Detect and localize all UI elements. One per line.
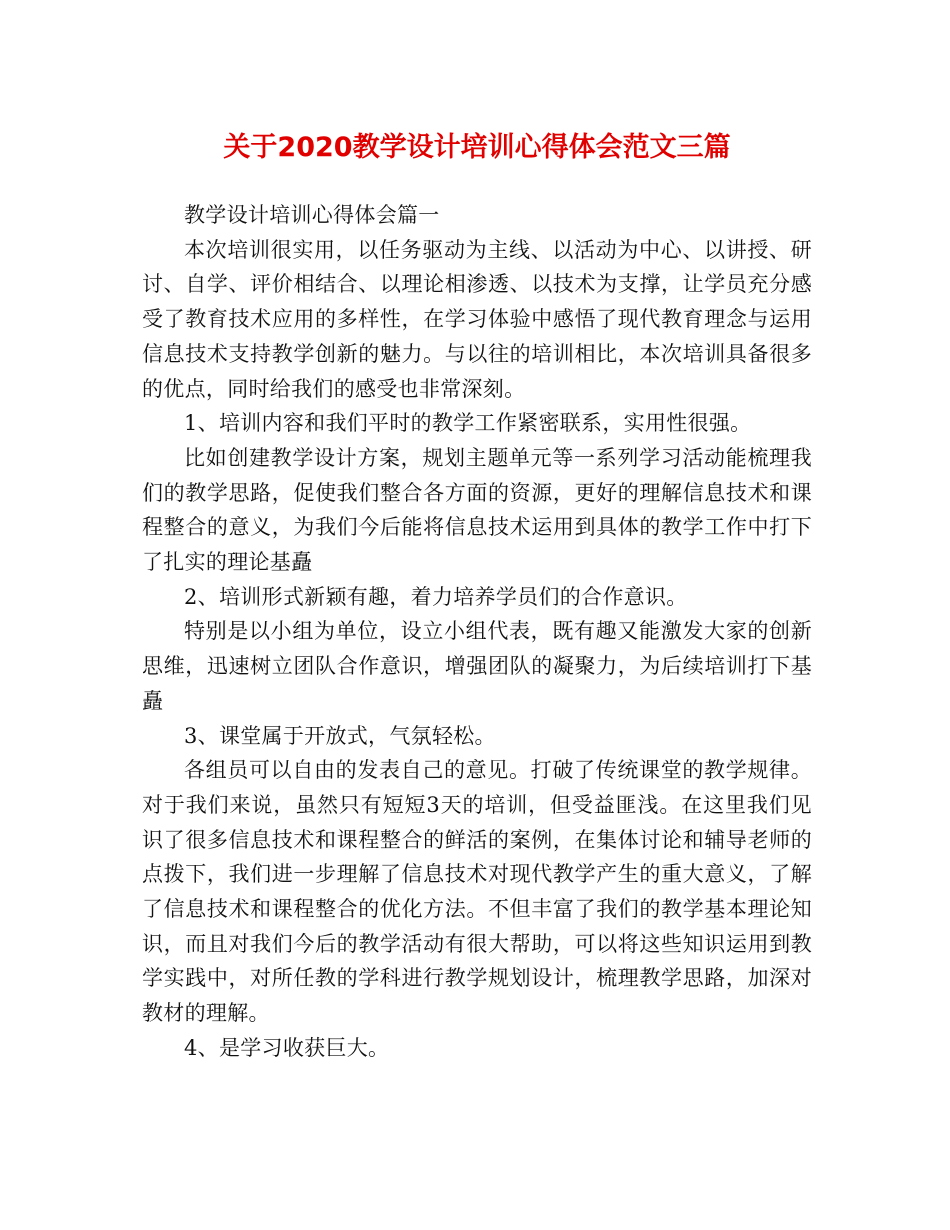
paragraph: 本次培训很实用，以任务驱动为主线、以活动为中心、以讲授、研讨、自学、评价相结合、以理论相渗透、以技术为支撑，让学员充分感受了教育技术应用的多样性，在学习体验中感悟了现代教育理念与运用信息技术支持教学创新的魅力。与以往的培训相比，本次培训具备很多的优点，同时给我们的感受也非常深刻。 — [142, 237, 812, 401]
point-heading: 1、培训内容和我们平时的教学工作紧密联系，实用性很强。 — [184, 411, 752, 436]
paragraph: 比如创建教学设计方案，规划主题单元等一系列学习活动能梳理我们的教学思路，促使我们整合各方面的资源，更好的理解信息技术和课程整合的意义，为我们今后能将信息技术运用到具体的教学工作中打下了扎实的理论基矗 — [142, 445, 812, 575]
point-heading: 4、是学习收获巨大。 — [184, 1035, 390, 1060]
section-heading: 教学设计培训心得体会篇一 — [184, 203, 440, 227]
point-heading: 2、培训形式新颖有趣，着力培养学员们的合作意识。 — [184, 584, 688, 609]
paragraph: 各组员可以自由的发表自己的意见。打破了传统课堂的教学规律。对于我们来说，虽然只有短短3天的培训，但受益匪浅。在这里我们见识了很多信息技术和课程整合的鲜活的案例，在集体讨论和辅导老师的点拨下，我们进一步理解了信息技术对现代教学产生的重大意义，了解了信息技术和课程整合的优化方法。不但丰富了我们的教学基本理论知识，而且对我们今后的教学活动有很大帮助，可以将这些知识运用到教学实践中，对所任教的学科进行教学规划设计，梳理教学思路，加深对教材的理解。 — [142, 758, 812, 1026]
paragraph: 特别是以小组为单位，设立小组代表，既有趣又能激发大家的创新思维，迅速树立团队合作意识，增强团队的凝聚力，为后续培训打下基矗 — [142, 619, 812, 713]
point-heading: 3、课堂属于开放式，气氛轻松。 — [184, 723, 496, 748]
document-title: 关于2020教学设计培训心得体会范文三篇 — [223, 132, 731, 163]
document-page — [142, 128, 812, 1066]
